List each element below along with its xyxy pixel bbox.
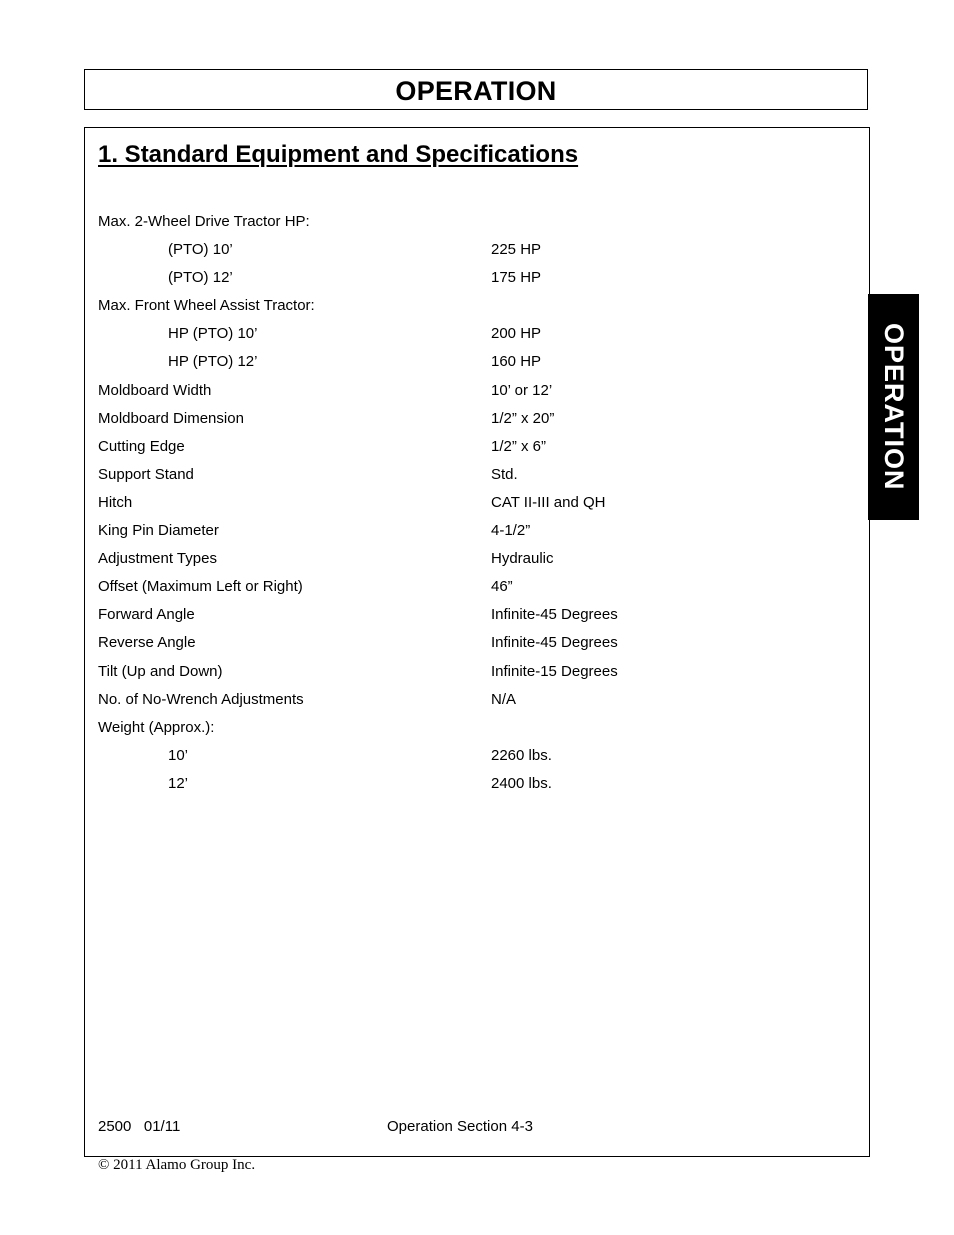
- spec-row: [98, 658, 838, 686]
- spec-value: Infinite-45 Degrees: [491, 606, 618, 624]
- spec-label: Moldboard Width: [98, 381, 212, 399]
- spec-row: [98, 405, 838, 433]
- side-tab-label: OPERATION: [879, 323, 909, 491]
- side-tab: [868, 294, 919, 520]
- spec-value: 225 HP: [491, 241, 542, 259]
- spec-row: [98, 292, 838, 320]
- spec-value: 1/2” x 6”: [491, 437, 547, 455]
- spec-value: 175 HP: [491, 269, 542, 287]
- spec-row: [98, 489, 838, 517]
- spec-row: [98, 742, 838, 770]
- spec-label: (PTO) 12’: [168, 269, 233, 287]
- spec-label: 10’: [168, 746, 189, 764]
- spec-list: [98, 208, 838, 798]
- spec-value: 2400 lbs.: [491, 774, 552, 792]
- spec-row: [98, 377, 838, 405]
- spec-label: HP (PTO) 10’: [168, 325, 258, 343]
- spec-row: [98, 236, 838, 264]
- spec-value: 160 HP: [491, 353, 542, 371]
- spec-label: No. of No-Wrench Adjustments: [98, 690, 304, 708]
- spec-value: CAT II-III and QH: [491, 493, 606, 511]
- spec-value: Hydraulic: [491, 550, 554, 568]
- spec-label: Offset (Maximum Left or Right): [98, 578, 303, 596]
- spec-row: [98, 545, 838, 573]
- spec-value: 10’ or 12’: [491, 381, 553, 399]
- spec-row: [98, 517, 838, 545]
- spec-row: [98, 348, 838, 376]
- spec-label: 12’: [168, 774, 189, 792]
- spec-label: Support Stand: [98, 465, 194, 483]
- copyright-notice: © 2011 Alamo Group Inc.: [98, 1157, 256, 1173]
- spec-value: Std.: [491, 465, 518, 483]
- section-heading: 1. Standard Equipment and Specifications: [98, 141, 579, 168]
- spec-row: [98, 770, 838, 798]
- spec-label: Forward Angle: [98, 606, 195, 624]
- spec-value: 46”: [491, 578, 513, 596]
- spec-value: 2260 lbs.: [491, 746, 552, 764]
- header-box: [84, 69, 868, 110]
- spec-label: Weight (Approx.):: [98, 718, 215, 736]
- spec-row: [98, 264, 838, 292]
- spec-label: Cutting Edge: [98, 437, 185, 455]
- spec-value: Infinite-45 Degrees: [491, 634, 618, 652]
- spec-value: 4-1/2”: [491, 522, 531, 540]
- spec-row: [98, 208, 838, 236]
- spec-value: N/A: [491, 690, 517, 708]
- spec-row: [98, 601, 838, 629]
- spec-row: [98, 320, 838, 348]
- spec-label: Hitch: [98, 493, 133, 511]
- spec-row: [98, 686, 838, 714]
- spec-label: Moldboard Dimension: [98, 409, 244, 427]
- spec-label: (PTO) 10’: [168, 241, 233, 259]
- content-box: [84, 127, 870, 1157]
- spec-row: [98, 433, 838, 461]
- spec-label: Max. Front Wheel Assist Tractor:: [98, 297, 315, 315]
- spec-label: King Pin Diameter: [98, 522, 219, 540]
- spec-row: [98, 714, 838, 742]
- spec-label: Tilt (Up and Down): [98, 662, 223, 680]
- spec-value: Infinite-15 Degrees: [491, 662, 618, 680]
- footer-doc-number: 2500 01/11: [98, 1118, 181, 1135]
- spec-value: 200 HP: [491, 325, 542, 343]
- spec-row: [98, 573, 838, 601]
- spec-label: Max. 2-Wheel Drive Tractor HP:: [98, 213, 310, 230]
- spec-value: 1/2” x 20”: [491, 409, 555, 427]
- spec-row: [98, 629, 838, 657]
- page-header-title: OPERATION: [395, 76, 557, 106]
- spec-label: HP (PTO) 12’: [168, 353, 258, 371]
- spec-label: Reverse Angle: [98, 634, 196, 652]
- spec-label: Adjustment Types: [98, 550, 217, 568]
- spec-row: [98, 461, 838, 489]
- footer-page-label: Operation Section 4-3: [387, 1118, 533, 1135]
